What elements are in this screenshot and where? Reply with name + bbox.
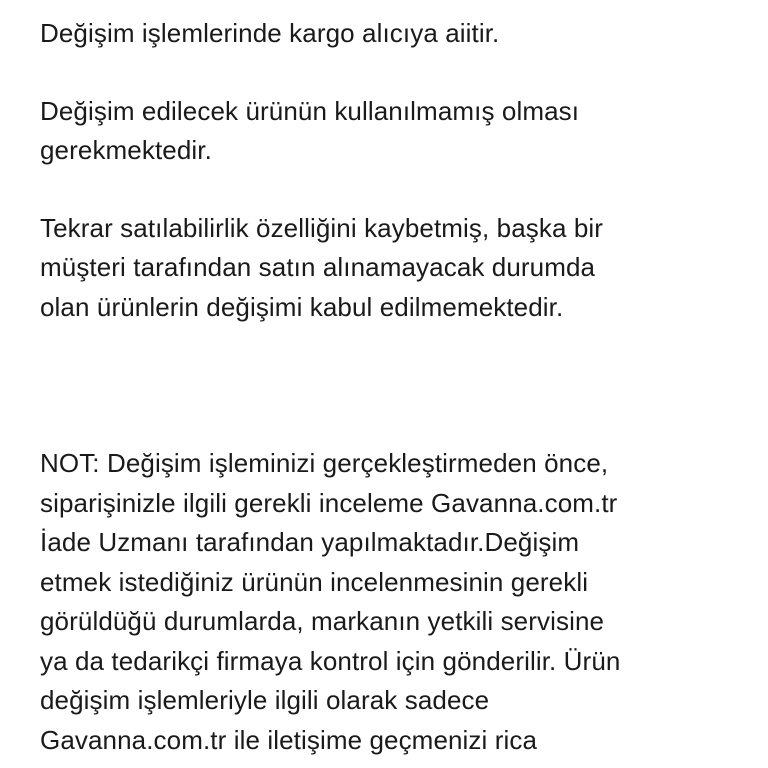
text-line: değişim işlemleriyle ilgili olarak sadece xyxy=(40,685,490,715)
text-line: İade Uzmanı tarafından yapılmaktadır.Değişim xyxy=(40,527,580,557)
paragraph-spacer xyxy=(40,327,740,444)
text-line: Değişim işlemlerinde kargo alıcıya aiitir. xyxy=(40,18,500,48)
cargo-info-paragraph xyxy=(40,14,740,54)
text-line: müşteri tarafından satın alınamayacak durumda xyxy=(40,252,596,282)
paragraph-spacer xyxy=(40,54,740,92)
resellability-paragraph xyxy=(40,209,740,328)
text-line: ya da tedarikçi firmaya kontrol için gönderilir. Ürün xyxy=(40,645,621,676)
text-line: gerekmektedir. xyxy=(40,135,212,165)
paragraph-spacer xyxy=(40,171,740,209)
text-line: görüldüğü durumlarda, markanın yetkili servisine xyxy=(40,606,605,636)
note-paragraph xyxy=(40,444,740,760)
text-line: NOT: Değişim işleminizi gerçekleştirmeden önce, xyxy=(40,448,609,478)
text-line: Değişim edilecek ürünün kullanılmamış olması xyxy=(40,95,580,126)
text-line: Gavanna.com.tr ile iletişime geçmenizi rica xyxy=(40,724,538,755)
policy-text-body xyxy=(40,14,740,760)
text-line: siparişinizle ilgili gerekli inceleme Gavanna.com.tr xyxy=(40,487,618,518)
text-line: olan ürünlerin değişimi kabul edilmemektedir. xyxy=(40,291,564,322)
unused-product-paragraph xyxy=(40,92,740,171)
text-line: etmek istediğiniz ürünün incelenmesinin gerekli xyxy=(40,566,589,597)
text-line: Tekrar satılabilirlik özelliğini kaybetmiş, başka bir xyxy=(40,212,604,243)
